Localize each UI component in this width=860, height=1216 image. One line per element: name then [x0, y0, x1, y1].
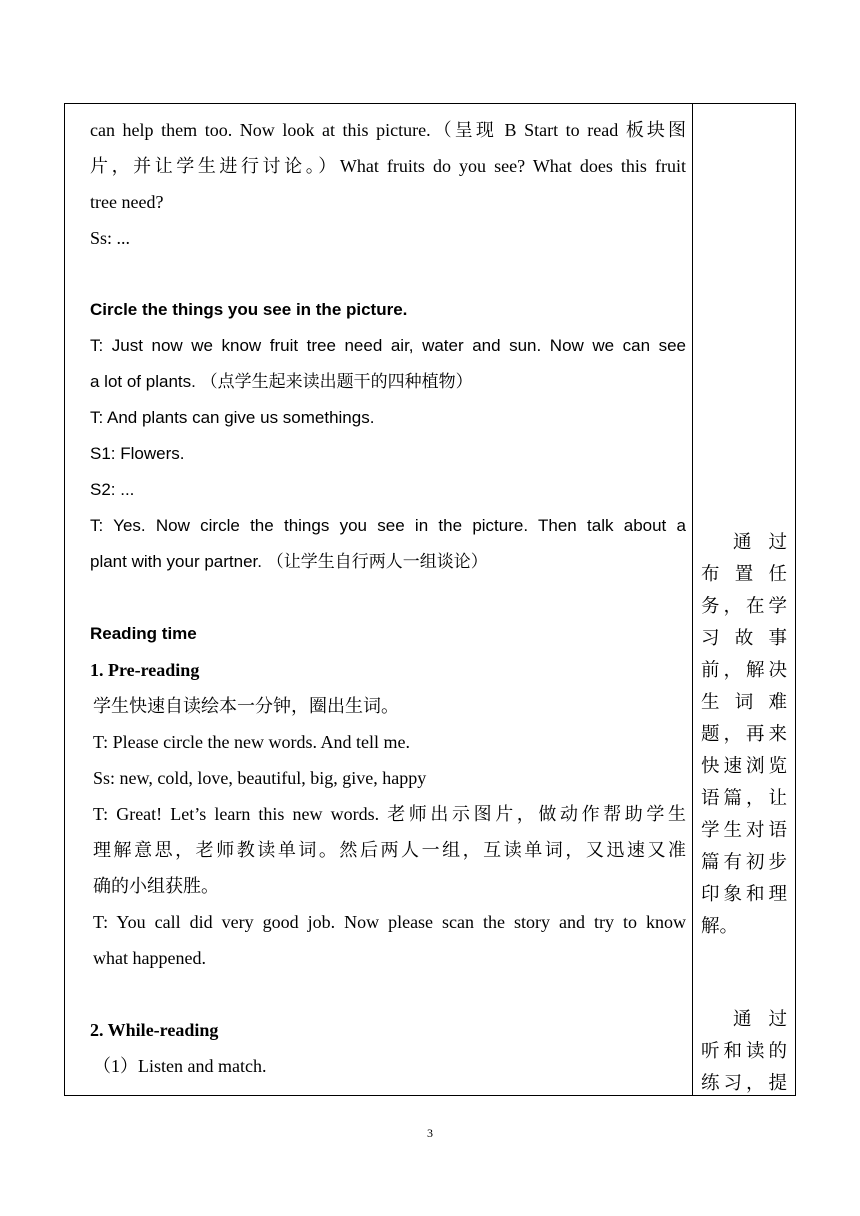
text-line: 理解意思，老师教读单词。然后两人一组，互读单词，又迅速又准 [93, 840, 686, 860]
section-heading: Circle the things you see in the picture. [90, 300, 408, 319]
lesson-table [64, 103, 796, 1096]
note-line: 听和读的 [701, 1042, 787, 1062]
note-line: 语篇，让 [701, 789, 787, 809]
note-line: 快速浏览 [701, 757, 787, 777]
note-line: 解。 [701, 917, 739, 937]
subsection-heading: 2. While-reading [90, 1020, 219, 1040]
text-line: plant with your partner. （让学生自行两人一组谈论） [90, 552, 488, 571]
note-line: 习故事 [701, 629, 787, 649]
note-line: 题，再来 [701, 725, 787, 745]
note-line: 通过 [733, 533, 787, 553]
note-line: 篇有初步 [701, 853, 787, 873]
text-line: T: Just now we know fruit tree need air, water and sun. Now we can see [90, 336, 686, 355]
note-line: 印象和理 [701, 885, 787, 905]
text-line: can help them too. Now look at this picture.（呈现 B Start to read 板块图 [90, 120, 686, 140]
purpose-cell [693, 104, 795, 1095]
text-line: T: And plants can give us somethings. [90, 408, 375, 427]
text-line: Ss: new, cold, love, beautiful, big, give, happy [93, 768, 427, 788]
text-line: （1）Listen and match. [93, 1056, 267, 1076]
subsection-heading: 1. Pre-reading [90, 660, 200, 680]
note-line: 练习，提 [701, 1074, 787, 1094]
text-line: T: Please circle the new words. And tell me. [93, 732, 411, 752]
text-line: S2: ... [90, 480, 135, 499]
text-line: a lot of plants. （点学生起来读出题干的四种植物） [90, 372, 473, 391]
text-line: T: Yes. Now circle the things you see in the picture. Then talk about a [90, 516, 686, 535]
text-line: what happened. [93, 948, 206, 968]
note-line: 前，解决 [701, 661, 787, 681]
note-line: 布置任 [701, 565, 787, 585]
text-line: 确的小组获胜。 [93, 876, 219, 896]
text-line: 学生快速自读绘本一分钟，圈出生词。 [93, 696, 399, 716]
page-number: 3 [427, 1126, 433, 1140]
text-line: 片，并让学生进行讨论。）What fruits do you see? What does this fruit [90, 156, 686, 176]
note-line: 学生对语 [701, 821, 787, 841]
note-line: 务，在学 [701, 597, 787, 617]
section-heading: Reading time [90, 624, 197, 643]
text-line: T: Great! Let’s learn this new words. 老师出示图片，做动作帮助学生 [93, 804, 686, 824]
note-line: 生词难 [701, 693, 787, 713]
text-line: S1: Flowers. [90, 444, 185, 463]
text-line: tree need? [90, 192, 164, 212]
note-line: 通过 [733, 1010, 787, 1030]
text-line: Ss: ... [90, 228, 131, 248]
procedure-cell [65, 104, 692, 1095]
text-line: T: You call did very good job. Now please scan the story and try to know [93, 912, 686, 932]
